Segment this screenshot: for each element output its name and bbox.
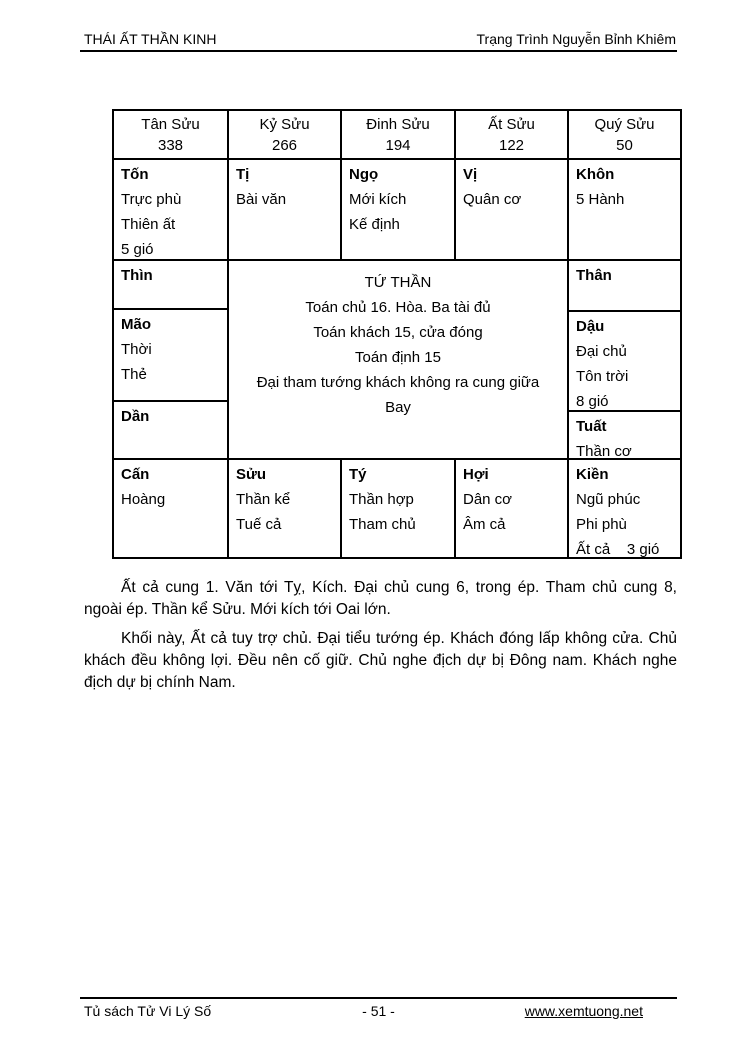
cell-title: Khôn <box>576 166 615 183</box>
cell-line: Đại chủ <box>576 343 627 360</box>
cell-line: Phi phù <box>576 516 627 533</box>
year-number: 338 <box>157 137 184 154</box>
cell-line: Trực phù <box>121 191 182 208</box>
cell-title: Tốn <box>121 166 149 183</box>
year-cell-at-suu <box>456 111 567 158</box>
palace-cell-vi <box>456 160 567 259</box>
palace-cell-mao <box>114 310 227 400</box>
footer-divider <box>80 997 677 999</box>
cell-line: Tôn trời <box>576 368 629 385</box>
palace-cell-khon <box>569 160 680 259</box>
paragraph: Khối này, Ất cả tuy trợ chủ. Đại tiểu tướng ép. Khách đóng lấp không cửa. Chủ khách đều không lợi. Đều nên cố giữ. Chủ nghe địch dự bị Đông nam. Khách nghe địch dự bị chính Nam. <box>84 630 677 691</box>
palace-cell-than <box>569 261 680 310</box>
year-cell-quy-suu <box>569 111 680 158</box>
body-text <box>84 577 677 701</box>
cell-line: Âm cả <box>463 516 506 533</box>
cell-line: Kế định <box>349 216 400 233</box>
header-divider <box>80 50 677 52</box>
year-name: Kỷ Sửu <box>259 116 310 133</box>
cell-title: Tý <box>349 466 367 483</box>
year-name: Đinh Sửu <box>366 116 430 133</box>
center-line: Toán chủ 16. Hòa. Ba tài đủ <box>305 299 491 316</box>
cell-line: Hoàng <box>121 491 166 508</box>
year-cell-tan-suu <box>114 111 227 158</box>
year-number: 194 <box>385 137 411 154</box>
cell-line: Thần cơ <box>576 443 632 460</box>
cell-title: Mão <box>121 316 151 333</box>
cell-line: Thẻ <box>121 366 147 383</box>
center-cell-tu-than <box>229 261 567 458</box>
center-line: Bay <box>385 399 411 416</box>
year-name: Tân Sửu <box>141 116 200 133</box>
cell-line: Ngũ phúc <box>576 491 641 508</box>
footer-series-title: Tủ sách Tử Vi Lý Số <box>84 1003 212 1019</box>
year-cell-ky-suu <box>229 111 340 158</box>
cell-line: Thời <box>121 341 152 358</box>
palace-cell-hoi <box>456 460 567 557</box>
header-book-title: THÁI ẤT THẦN KINH <box>84 31 217 47</box>
cell-line: 5 gió <box>121 241 154 258</box>
cell-line: Thần hợp <box>349 491 414 508</box>
palace-cell-ty <box>342 460 454 557</box>
palace-cell-dau <box>569 312 680 410</box>
cell-title: Vị <box>463 166 478 183</box>
palace-cell-ngo <box>342 160 454 259</box>
cell-line: Tham chủ <box>349 516 416 533</box>
palace-cell-ton <box>114 160 227 259</box>
header-author: Trạng Trình Nguyễn Bỉnh Khiêm <box>476 31 676 47</box>
cell-title: Tuất <box>576 418 607 435</box>
cell-line: 5 Hành <box>576 191 625 208</box>
cell-title: Ngọ <box>349 166 379 183</box>
cell-line: Tuế cả <box>236 516 282 533</box>
cell-title: Dần <box>121 408 150 425</box>
cell-line: Thiên ất <box>121 216 176 233</box>
year-number: 266 <box>271 137 298 154</box>
cell-line: 8 gió <box>576 393 609 410</box>
year-number: 50 <box>616 137 633 154</box>
footer-website-link[interactable]: www.xemtuong.net <box>524 1003 643 1019</box>
cell-title: Kiền <box>576 466 609 483</box>
cell-line: Bài văn <box>236 191 287 208</box>
cell-title: Sửu <box>236 466 267 483</box>
cell-line: Thần kể <box>236 491 291 508</box>
palace-cell-can <box>114 460 227 557</box>
footer-page-number: - 51 - <box>362 1003 395 1019</box>
cell-title: Cấn <box>121 466 150 483</box>
center-line: Toán khách 15, cửa đóng <box>313 324 483 341</box>
center-title: TỨ THẦN <box>364 274 432 291</box>
palace-cell-thin <box>114 261 227 308</box>
center-line: Toán định 15 <box>355 349 441 366</box>
palace-cell-kien <box>569 460 680 557</box>
year-cell-dinh-suu <box>342 111 454 158</box>
palace-cell-tuat <box>569 412 680 458</box>
palace-cell-suu <box>229 460 340 557</box>
cell-line: Quân cơ <box>463 191 522 208</box>
cell-line: Dân cơ <box>463 491 513 508</box>
year-name: Quý Sửu <box>594 116 655 133</box>
palace-cell-dan <box>114 402 227 458</box>
palace-cell-ti <box>229 160 340 259</box>
cell-line: Ất cả 3 gió <box>576 541 660 558</box>
paragraph: Ất cả cung 1. Văn tới Tỵ, Kích. Đại chủ cung 6, trong ép. Tham chủ cung 8, ngoài ép. Thần kể Sửu. Mới kích tới Oai lớn. <box>84 579 677 618</box>
cell-title: Tị <box>236 166 250 183</box>
cell-title: Thìn <box>121 267 153 284</box>
cell-line: Mới kích <box>349 191 407 208</box>
cell-title: Hợi <box>463 466 489 483</box>
taiat-chart-table <box>112 109 682 559</box>
cell-title: Dậu <box>576 318 605 335</box>
year-name: Ất Sửu <box>488 116 535 133</box>
cell-title: Thân <box>576 267 612 284</box>
center-line: Đại tham tướng khách không ra cung giữa <box>256 374 540 391</box>
year-number: 122 <box>498 137 525 154</box>
